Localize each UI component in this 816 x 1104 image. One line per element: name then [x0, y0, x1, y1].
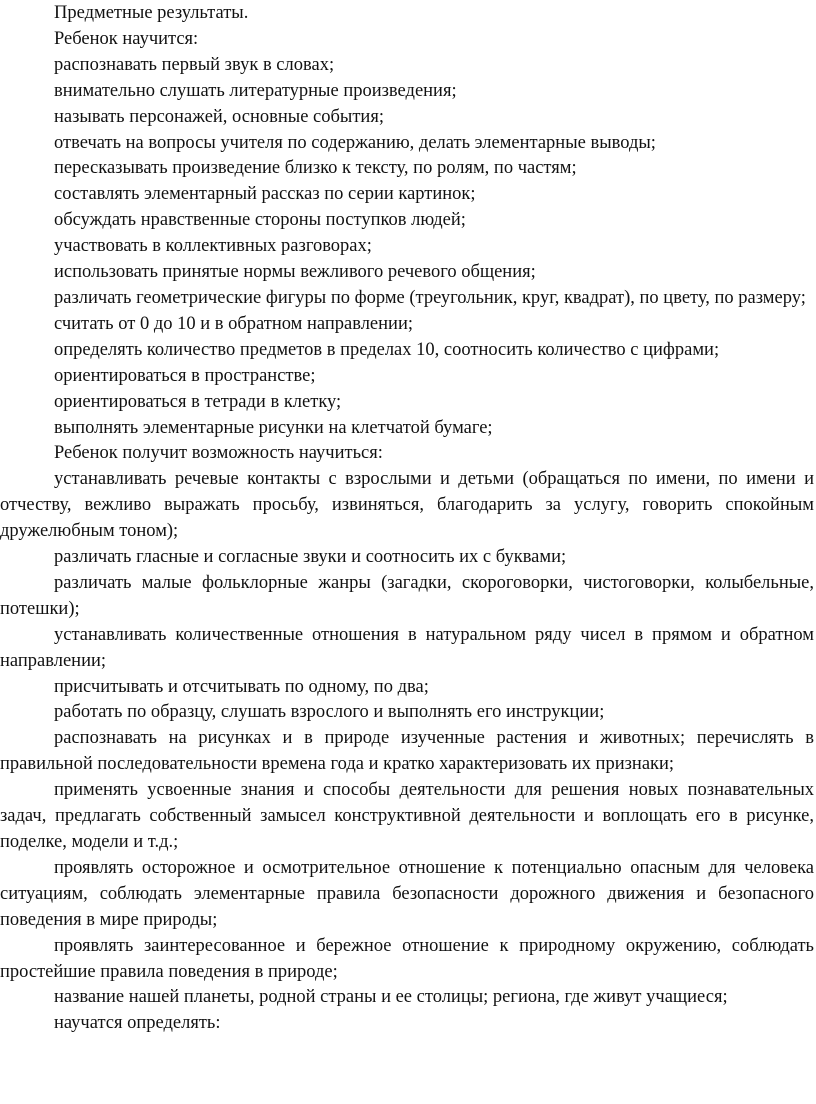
list-item: проявлять заинтересованное и бережное отношение к природному окружению, соблюдать простейшие правила поведения в природе;: [0, 935, 814, 982]
list-item: присчитывать и отсчитывать по одному, по два;: [54, 676, 429, 697]
list-item: проявлять осторожное и осмотрительное отношение к потенциально опасным для человека ситуациям, соблюдать элементарные правила безопасности дорожного движения и безопасного поведения в мире природы;: [0, 857, 814, 930]
list-item: пересказывать произведение близко к тексту, по ролям, по частям;: [54, 158, 577, 179]
list-item: научатся определять:: [54, 1013, 221, 1034]
list-item: распознавать первый звук в словах;: [54, 54, 335, 75]
list-item: различать гласные и согласные звуки и соотносить их с буквами;: [54, 547, 567, 568]
list-item: название нашей планеты, родной страны и ее столицы; региона, где живут учащиеся;: [54, 987, 728, 1008]
list-item: выполнять элементарные рисунки на клетчатой бумаге;: [54, 417, 493, 438]
subsection-heading: Ребенок научится:: [54, 28, 199, 49]
list-item: ориентироваться в тетради в клетку;: [54, 391, 342, 412]
list-item: определять количество предметов в пределах 10, соотносить количество с цифрами;: [54, 339, 720, 360]
document-body: [0, 1, 814, 1037]
list-item: называть персонажей, основные события;: [54, 106, 384, 127]
list-item: применять усвоенные знания и способы деятельности для решения новых познавательных задач, предлагать собственный замысел конструктивной деятельности и воплощать его в рисунке, поделке, модели и т.д.;: [0, 780, 814, 852]
list-item: участвовать в коллективных разговорах;: [54, 236, 372, 257]
subsection-heading: Ребенок получит возможность научиться:: [54, 443, 383, 464]
list-item: распознавать на рисунках и в природе изученные растения и животных; перечислять в правильной последовательности времена года и кратко характеризовать их признаки;: [0, 728, 814, 775]
list-item: отвечать на вопросы учителя по содержанию, делать элементарные выводы;: [54, 132, 656, 153]
list-item: устанавливать речевые контакты с взрослыми и детьми (обращаться по имени, по имени и отчеству, вежливо выражать просьбу, извиняться, благодарить за услугу, говорить спокойным дружелюбным тоном);: [0, 469, 814, 542]
section-heading: Предметные результаты.: [54, 3, 249, 23]
list-item: использовать принятые нормы вежливого речевого общения;: [54, 262, 536, 283]
list-item: обсуждать нравственные стороны поступков людей;: [54, 210, 466, 231]
list-item: различать геометрические фигуры по форме (треугольник, круг, квадрат), по цвету, по размеру;: [54, 287, 806, 308]
list-item: работать по образцу, слушать взрослого и выполнять его инструкции;: [54, 702, 605, 723]
list-item: устанавливать количественные отношения в натуральном ряду чисел в прямом и обратном направлении;: [0, 624, 814, 671]
list-item: различать малые фольклорные жанры (загадки, скороговорки, чистоговорки, колыбельные, потешки);: [0, 572, 814, 619]
list-item: считать от 0 до 10 и в обратном направлении;: [54, 313, 413, 334]
list-item: ориентироваться в пространстве;: [54, 365, 316, 386]
list-item: внимательно слушать литературные произведения;: [54, 80, 457, 101]
list-item: составлять элементарный рассказ по серии картинок;: [54, 184, 476, 205]
